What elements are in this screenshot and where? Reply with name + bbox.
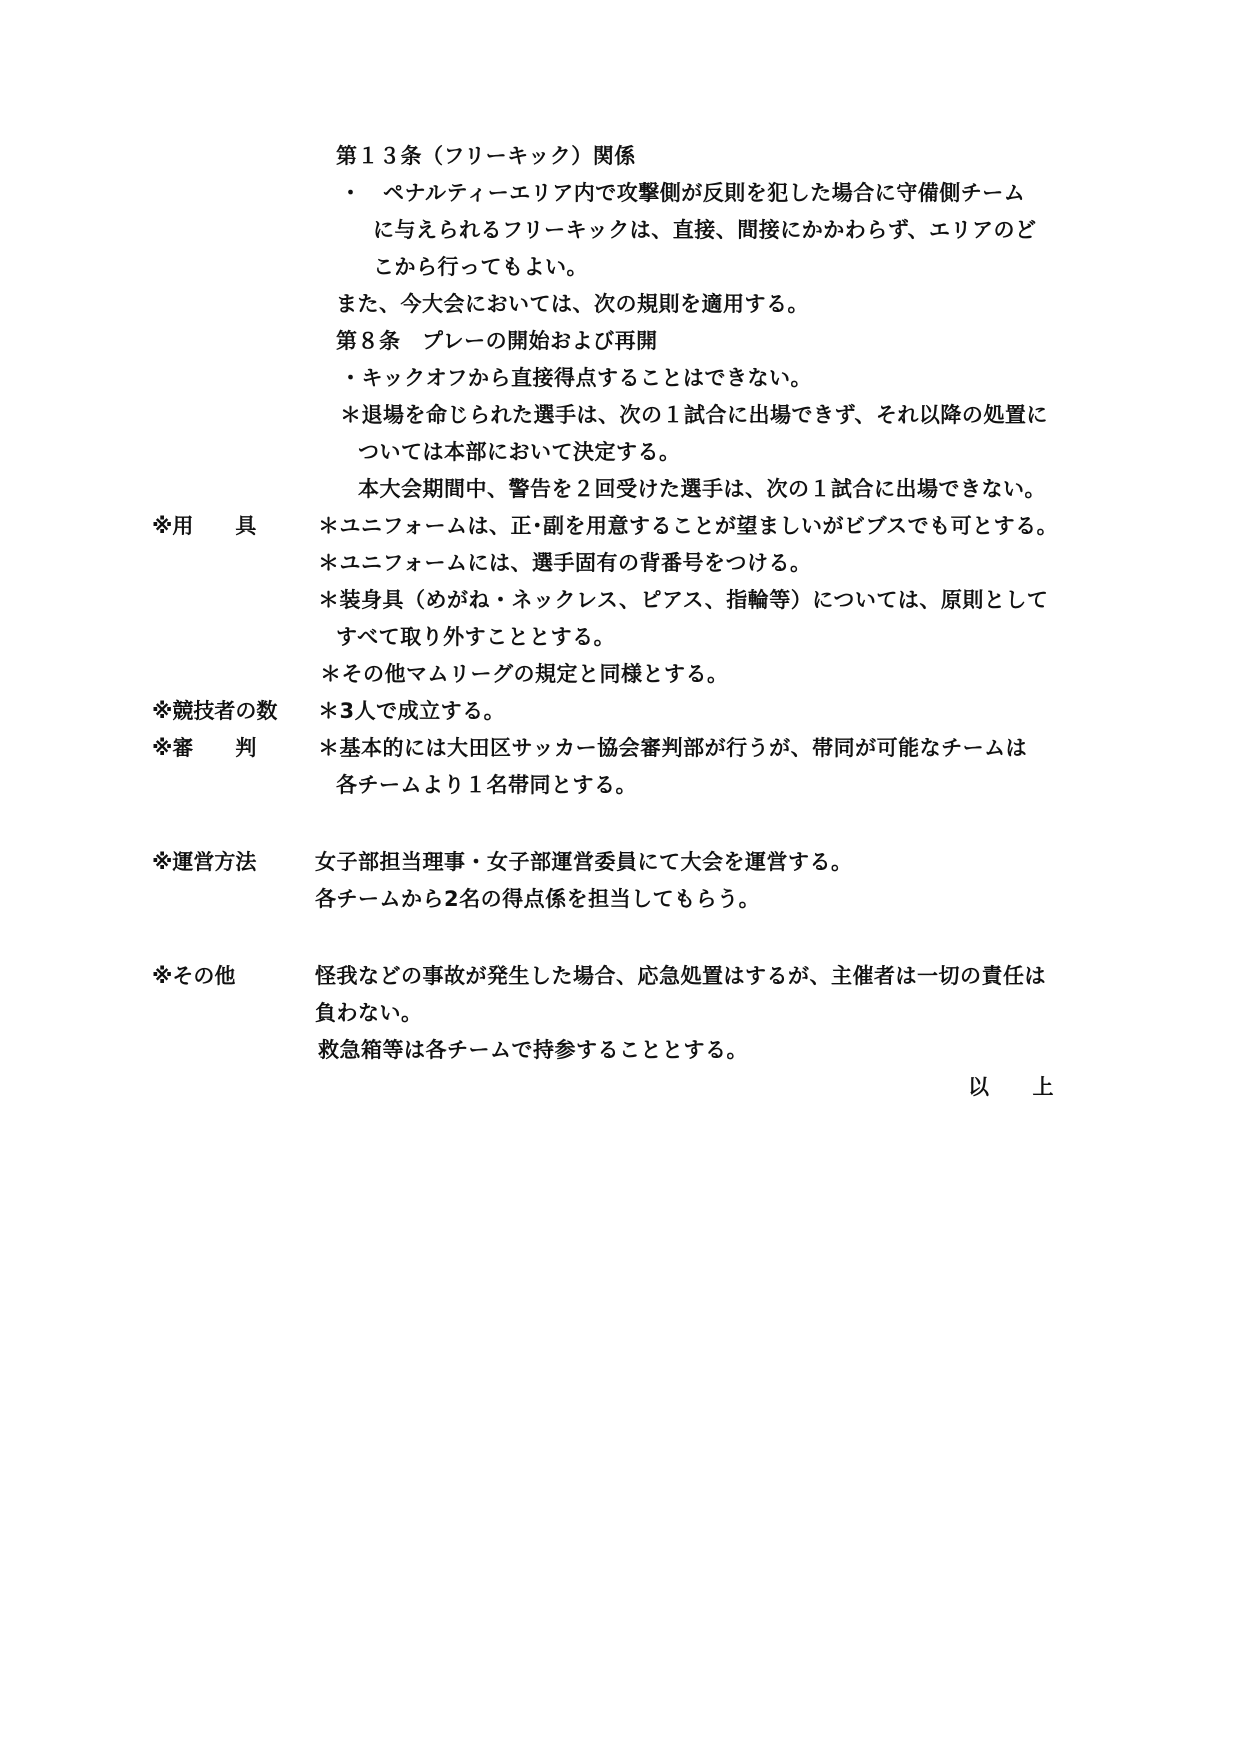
equipment-item-4: ＊その他マムリーグの規定と同様とする。 <box>320 662 729 686</box>
referee-text-line-1: ＊基本的には大田区サッカー協会審判部が行うが、帯同が可能なチームは <box>318 736 1028 760</box>
other-text-line-3: 救急箱等は各チームで持参することとする。 <box>318 1038 748 1062</box>
closing-mark: 以 上 <box>968 1075 1054 1099</box>
sendoff-rule-line-2: ついては本部において決定する。 <box>358 440 681 464</box>
article13-heading: 第１３条（フリーキック）関係 <box>336 144 636 168</box>
other-text-line-2: 負わない。 <box>315 1001 423 1025</box>
players-label: ※競技者の数 <box>152 699 278 723</box>
equipment-item-3-line-1: ＊装身具（めがね・ネックレス、ピアス、指輪等）については、原則として <box>318 588 1049 612</box>
equipment-item-1: ＊ユニフォームは、正･副を用意することが望ましいがビブスでも可とする。 <box>318 514 1059 538</box>
article13-bullet-line-2: に与えられるフリーキックは、直接、間接にかかわらず、エリアのど <box>373 218 1037 242</box>
referee-text-line-2: 各チームより１名帯同とする。 <box>336 773 637 797</box>
players-text: ＊3人で成立する。 <box>318 699 506 723</box>
other-text-line-1: 怪我などの事故が発生した場合、応急処置はするが、主催者は一切の責任は <box>315 964 1046 988</box>
caution-rule: 本大会期間中、警告を２回受けた選手は、次の１試合に出場できない。 <box>358 477 1046 501</box>
equipment-label: ※用 具 <box>152 514 257 538</box>
management-text-line-1: 女子部担当理事・女子部運営委員にて大会を運営する。 <box>315 850 853 874</box>
other-label: ※その他 <box>152 964 236 988</box>
article8-heading: 第８条 プレーの開始および再開 <box>336 329 658 353</box>
management-text-line-2: 各チームから2名の得点係を担当してもらう。 <box>315 887 761 911</box>
referee-label: ※審 判 <box>152 736 257 760</box>
extra-rules-intro: また、今大会においては、次の規則を適用する。 <box>336 292 809 316</box>
sendoff-rule-line-1: ＊退場を命じられた選手は、次の１試合に出場できず、それ以降の処置に <box>340 403 1048 427</box>
equipment-item-3-line-2: すべて取り外すこととする。 <box>336 625 616 649</box>
kickoff-rule: ・キックオフから直接得点することはできない。 <box>340 366 812 390</box>
management-label: ※運営方法 <box>152 850 257 874</box>
article13-bullet-line-1: ・ ペナルティーエリア内で攻撃側が反則を犯した場合に守備側チーム <box>340 181 1026 205</box>
article13-bullet-line-3: こから行ってもよい。 <box>373 255 588 279</box>
equipment-item-2: ＊ユニフォームには、選手固有の背番号をつける。 <box>318 551 812 575</box>
